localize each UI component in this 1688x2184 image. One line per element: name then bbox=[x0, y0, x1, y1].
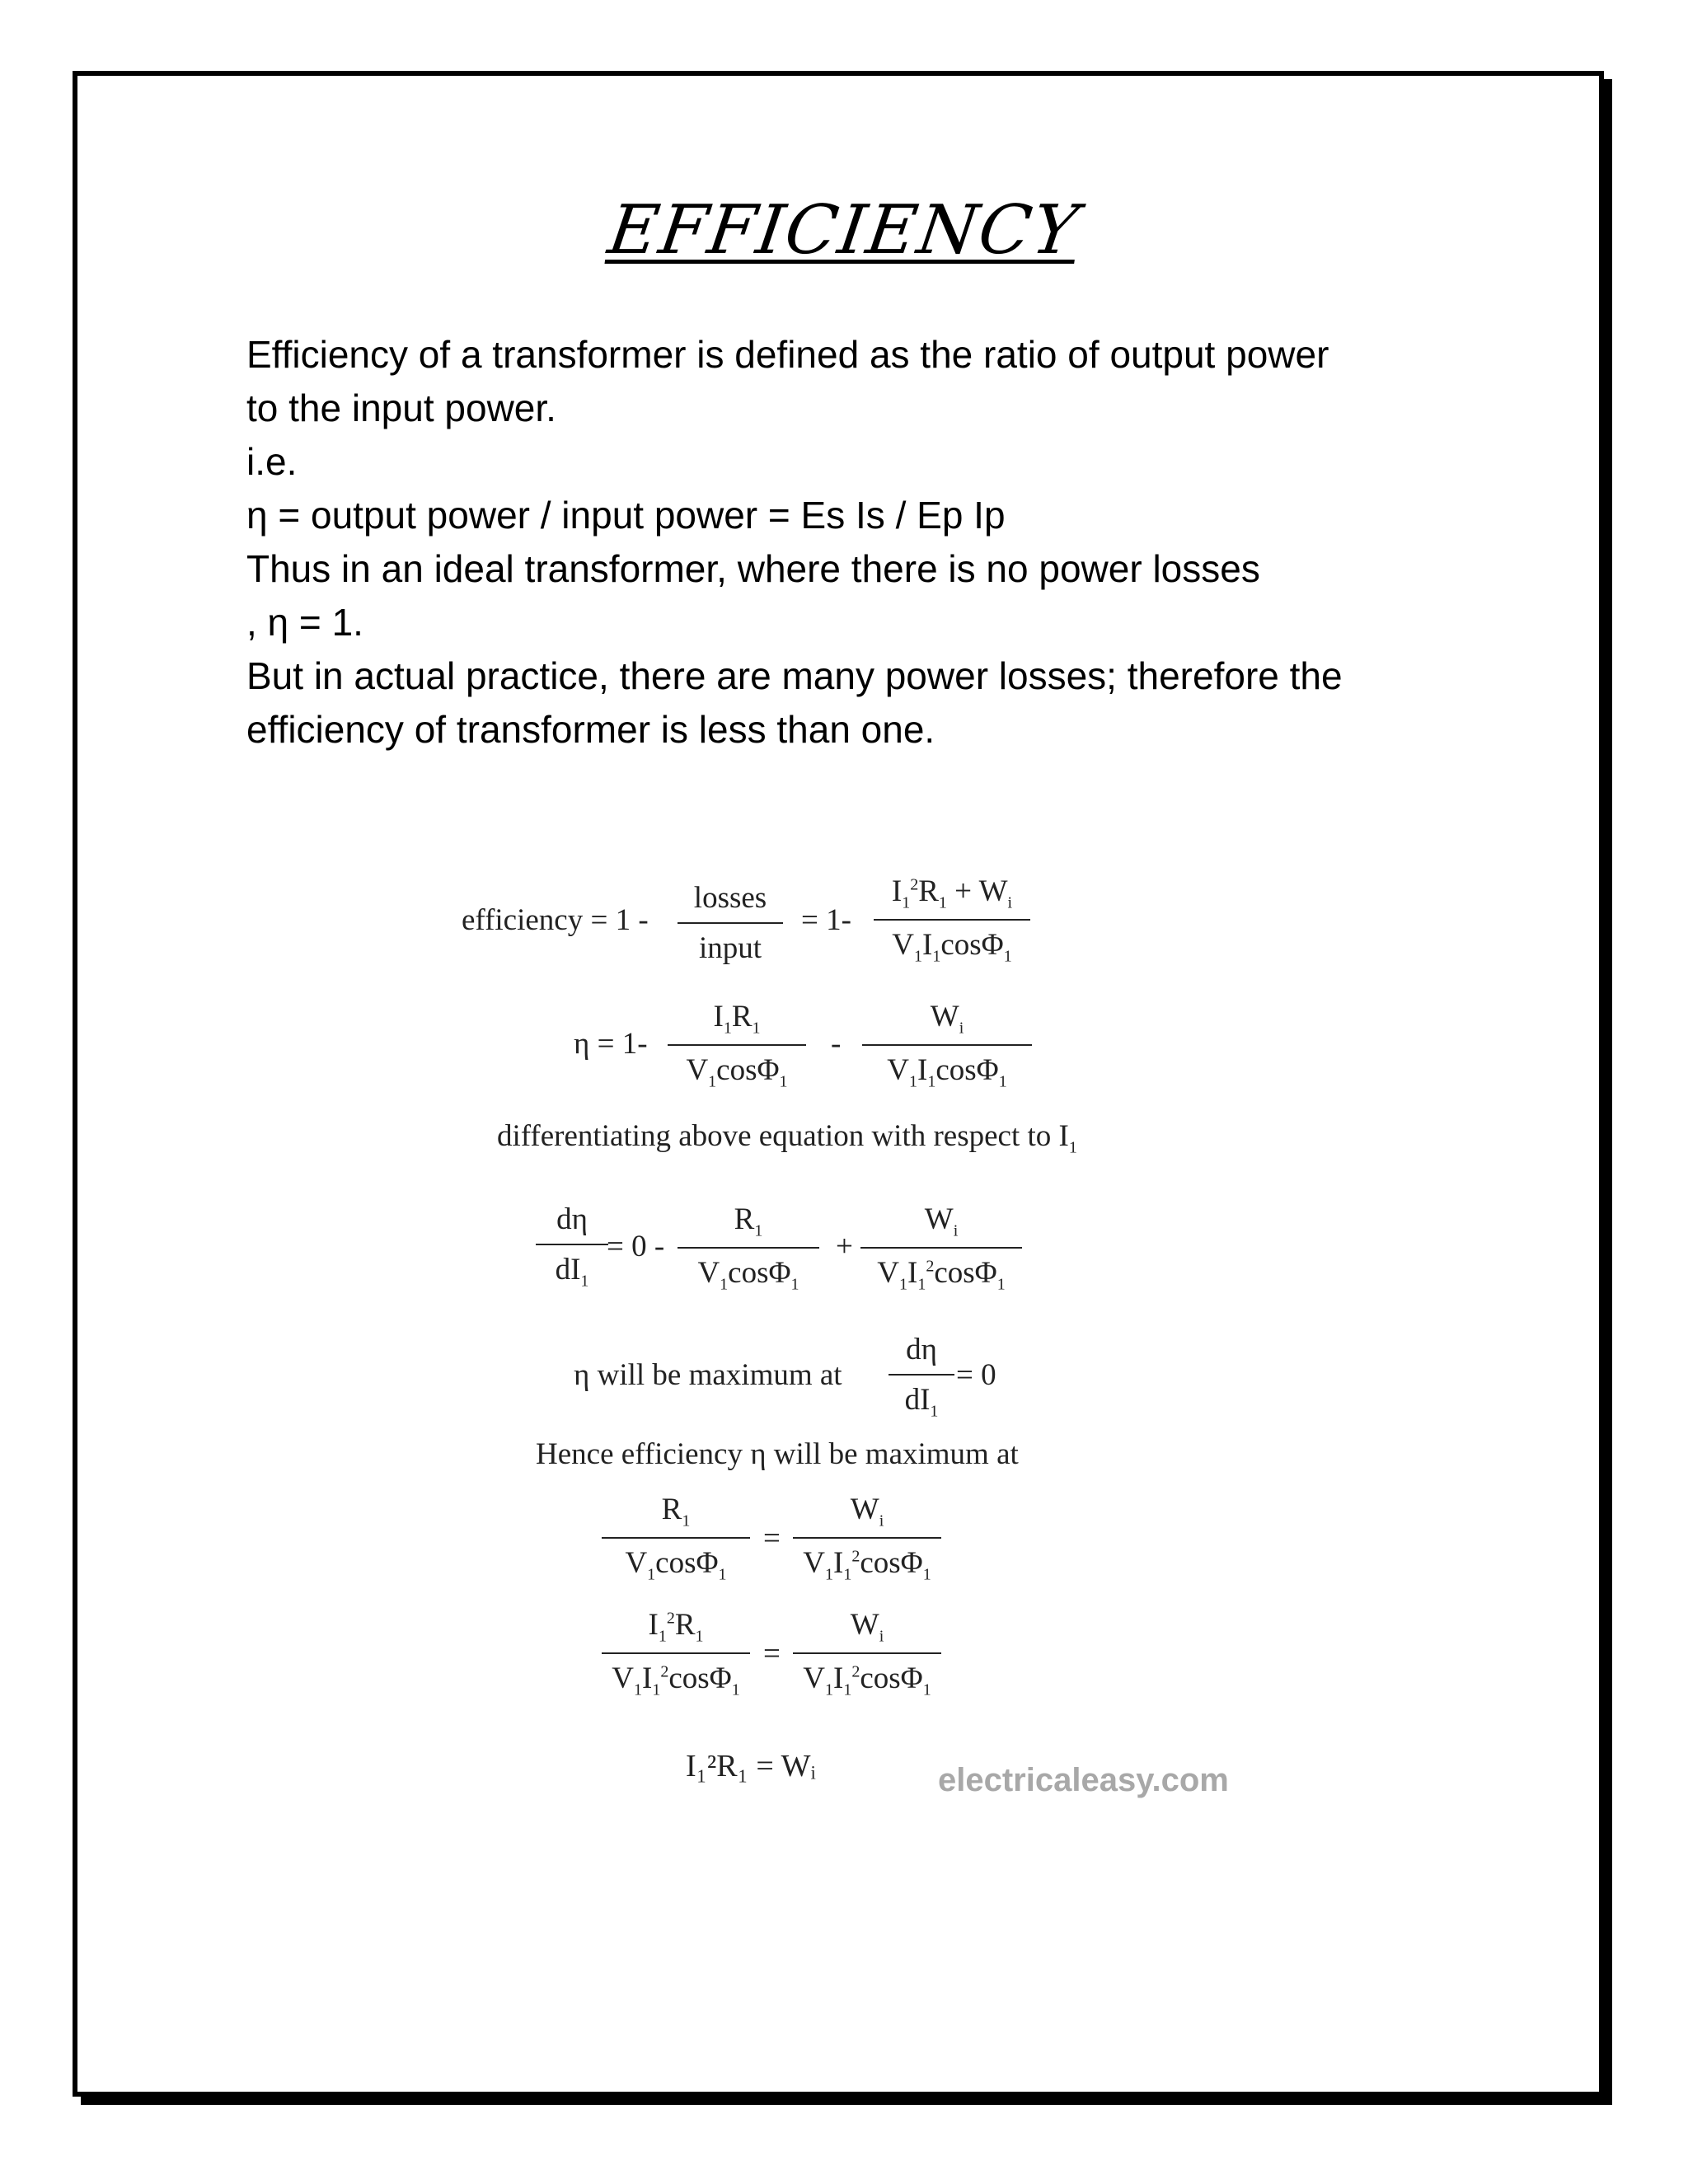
paragraph-line: η = output power / input power = Es Is / Ep Ip bbox=[246, 494, 1006, 537]
max-fraction: dη $dI_1$ bbox=[889, 1332, 954, 1421]
eq2-minus: - bbox=[831, 1027, 842, 1061]
eq4-equals: = bbox=[763, 1521, 781, 1555]
max-text: η will be maximum at bbox=[574, 1358, 842, 1392]
eq4-fraction-1: $R_1$ $V_1\cos\Phi_1$ bbox=[602, 1492, 750, 1585]
eq3-fraction-deta: dη $dI_1$ bbox=[536, 1202, 608, 1291]
diff-text: differentiating above equation with respect to $I_1$ bbox=[497, 1119, 1077, 1157]
eq1-fraction-losses bbox=[678, 880, 783, 966]
eq1-frac1-num: losses bbox=[693, 881, 767, 915]
eq1-lhs: efficiency = 1 - bbox=[462, 903, 649, 937]
paragraph-line: But in actual practice, there are many power losses; therefore the bbox=[246, 654, 1343, 697]
paragraph-line: to the input power. bbox=[246, 387, 556, 429]
eq2-fraction-1: $I_1R_1$ $V_1\cos\Phi_1$ bbox=[668, 999, 806, 1092]
paragraph-line: efficiency of transformer is less than one. bbox=[246, 708, 935, 751]
body-text bbox=[246, 328, 1466, 757]
eq5-fraction-2: $W_i$ $V_1I_1^2\cos\Phi_1$ bbox=[793, 1607, 941, 1700]
final-equation: I₁²R₁ = Wᵢ bbox=[686, 1749, 816, 1783]
eq3-plus: + bbox=[836, 1230, 853, 1263]
eq5-equals: = bbox=[763, 1637, 781, 1671]
eq3-fraction-1: $R_1$ $V_1\cos\Phi_1$ bbox=[678, 1202, 819, 1295]
eq1-fraction-main: $I_1^2R_1 + W_i$ $V_1I_1\cos\Phi_1$ bbox=[874, 874, 1030, 967]
eq3-mid: = 0 - bbox=[607, 1230, 665, 1263]
max-rhs: = 0 bbox=[956, 1358, 996, 1392]
watermark: electricaleasy.com bbox=[938, 1762, 1229, 1798]
hence-text: Hence efficiency η will be maximum at bbox=[536, 1437, 1019, 1471]
page-title: EFFICIENCY bbox=[603, 191, 1085, 269]
eq1-mid: = 1- bbox=[801, 903, 851, 937]
eq4-fraction-2: $W_i$ $V_1I_1^2\cos\Phi_1$ bbox=[793, 1492, 941, 1585]
paragraph-line: , η = 1. bbox=[246, 601, 363, 644]
paragraph-line: Efficiency of a transformer is defined as the ratio of output power bbox=[246, 333, 1329, 376]
paragraph-line: Thus in an ideal transformer, where there is no power losses bbox=[246, 547, 1260, 590]
eq2-fraction-2: $W_i$ $V_1I_1\cos\Phi_1$ bbox=[862, 999, 1032, 1092]
eq1-frac1-den: input bbox=[698, 931, 762, 965]
eq2-lhs: η = 1- bbox=[574, 1027, 648, 1061]
paragraph-line: i.e. bbox=[246, 440, 298, 483]
eq5-fraction-1: $I_1^2R_1$ $V_1I_1^2\cos\Phi_1$ bbox=[602, 1607, 750, 1700]
eq3-fraction-2: $W_i$ $V_1I_1^2\cos\Phi_1$ bbox=[860, 1202, 1022, 1295]
